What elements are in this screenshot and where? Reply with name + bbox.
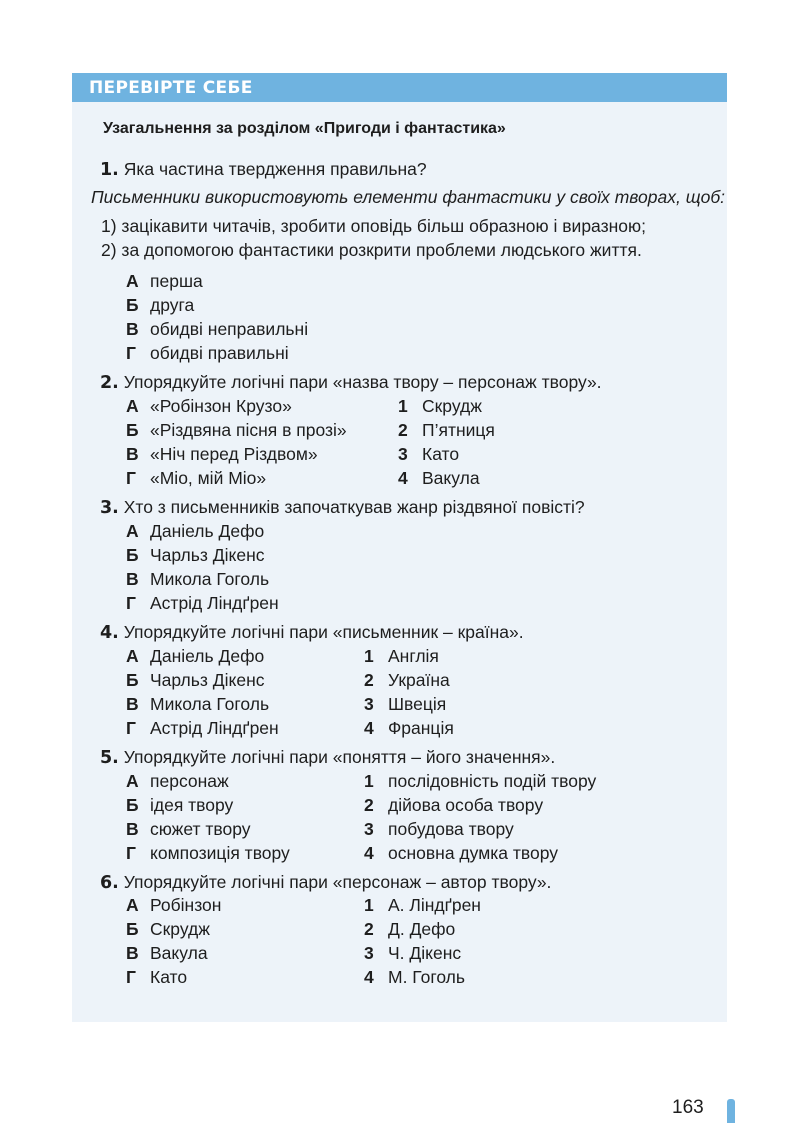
q6-left-b: Б Скрудж	[126, 919, 210, 939]
q3-option-d: Г Астрід Ліндґрен	[126, 593, 279, 613]
question-1-point-2: 2) за допомогою фантастики розкрити проблеми людського життя.	[101, 240, 642, 260]
panel-header	[72, 73, 727, 102]
q4-right-4: 4 Франція	[364, 718, 454, 738]
q6-right-1: 1 А. Ліндґрен	[364, 895, 481, 915]
q6-left-c: В Вакула	[126, 943, 208, 963]
question-number: 3.	[100, 498, 119, 518]
question-text: Упорядкуйте логічні пари «письменник – країна».	[123, 622, 524, 642]
question-3	[100, 496, 585, 519]
q6-right-4: 4 М. Гоголь	[364, 967, 466, 987]
question-4	[100, 621, 524, 644]
question-1	[100, 158, 427, 181]
q4-left-a: А Даніель Дефо	[126, 646, 265, 666]
q3-option-b: Б Чарльз Дікенс	[126, 545, 265, 565]
q4-right-3: 3 Швеція	[364, 694, 447, 714]
question-1-statement: Письменники використовують елементи фантастики у своїх творах, щоб:	[91, 187, 726, 207]
q2-right-2: 2 П’ятниця	[398, 420, 495, 440]
q5-left-b: Б ідея твору	[126, 795, 234, 815]
q4-left-c: В Микола Гоголь	[126, 694, 270, 714]
q6-left-a: А Робінзон	[126, 895, 222, 915]
q4-right-1: 1 Англія	[364, 646, 439, 666]
question-number: 4.	[100, 623, 119, 643]
q5-right-1: 1 послідовність подій твору	[364, 771, 597, 791]
question-number: 2.	[100, 373, 119, 393]
question-text: Упорядкуйте логічні пари «поняття – його значення».	[123, 747, 556, 767]
q4-left-d: Г Астрід Ліндґрен	[126, 718, 279, 738]
question-2	[100, 371, 602, 394]
page-number: 163	[672, 1097, 704, 1118]
question-number: 5.	[100, 748, 119, 768]
q5-right-4: 4 основна думка твору	[364, 843, 559, 863]
q5-right-2: 2 дійова особа твору	[364, 795, 544, 815]
question-number: 6.	[100, 873, 119, 893]
q2-right-3: 3 Като	[398, 444, 460, 464]
q5-left-a: А персонаж	[126, 771, 229, 791]
question-text: Упорядкуйте логічні пари «персонаж – автор твору».	[123, 872, 552, 892]
question-1-point-1: 1) зацікавити читачів, зробити оповідь більш образною і виразною;	[101, 216, 647, 236]
q6-right-2: 2 Д. Дефо	[364, 919, 456, 939]
q5-right-3: 3 побудова твору	[364, 819, 514, 839]
q1-option-b: Б друга	[126, 295, 195, 315]
q3-option-c: В Микола Гоголь	[126, 569, 270, 589]
question-6	[100, 871, 551, 894]
question-text: Яка частина твердження правильна?	[123, 159, 427, 179]
panel-title: ПЕРЕВІРТЕ СЕБЕ	[89, 78, 253, 98]
q5-left-d: Г композиція твору	[126, 843, 290, 863]
q6-left-d: Г Като	[126, 967, 188, 987]
q2-left-a: А «Робінзон Крузо»	[126, 396, 292, 416]
q5-left-c: В сюжет твору	[126, 819, 251, 839]
section-subtitle: Узагальнення за розділом «Пригоди і фантастика»	[103, 120, 506, 137]
question-number: 1.	[100, 160, 119, 180]
q1-option-d: Г обидві правильні	[126, 343, 289, 363]
q1-option-a: А перша	[126, 271, 203, 291]
q2-right-4: 4 Вакула	[398, 468, 480, 488]
q2-left-d: Г «Міо, мій Міо»	[126, 468, 267, 488]
q1-option-c: В обидві неправильні	[126, 319, 309, 339]
q3-option-a: А Даніель Дефо	[126, 521, 265, 541]
q6-right-3: 3 Ч. Дікенс	[364, 943, 462, 963]
q2-left-c: В «Ніч перед Різдвом»	[126, 444, 318, 464]
q2-left-b: Б «Різдвяна пісня в прозі»	[126, 420, 347, 440]
question-text: Хто з письменників започаткував жанр різдвяної повісті?	[123, 497, 585, 517]
page-edge-tab	[727, 1099, 735, 1123]
question-5	[100, 746, 555, 769]
question-text: Упорядкуйте логічні пари «назва твору – персонаж твору».	[123, 372, 602, 392]
q2-right-1: 1 Скрудж	[398, 396, 482, 416]
q4-right-2: 2 Україна	[364, 670, 450, 690]
q4-left-b: Б Чарльз Дікенс	[126, 670, 265, 690]
